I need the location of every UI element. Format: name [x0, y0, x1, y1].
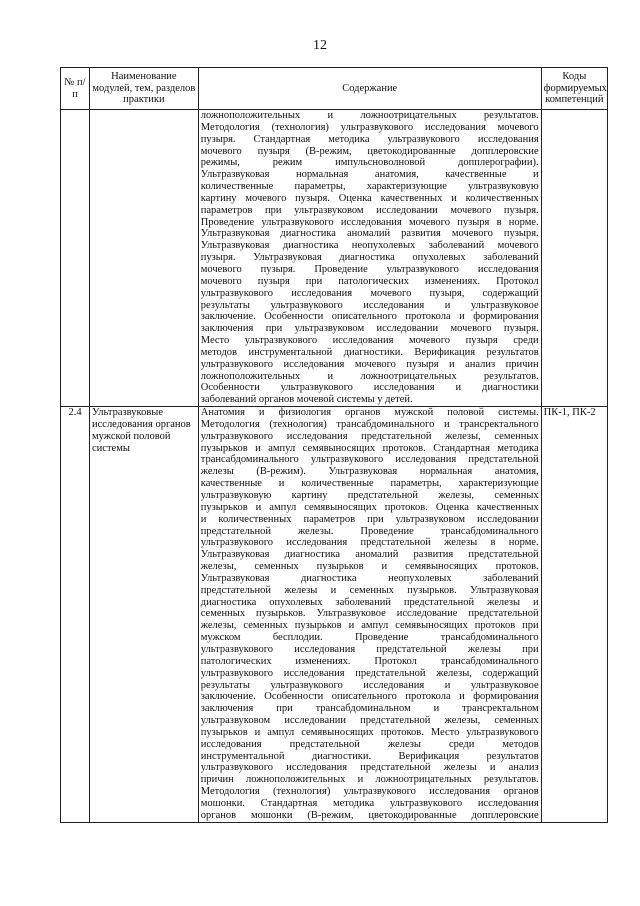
content-line: пузырьков и ампул семявыносящих протоков. Место ультразвукового	[200, 726, 539, 738]
content-line: заключение. Особенности описательного протокола и формирования	[200, 311, 539, 323]
content-line: мужском бесплодии. Проведение трансабдоминального	[200, 632, 539, 644]
content-line: исследования предстательной железы среди методов	[200, 738, 539, 750]
content-line: ультразвуковом исследовании предстательной железы, семенных	[200, 715, 539, 727]
header-num: № п/п	[61, 68, 90, 110]
content-line: пузыря. Стандартная методика ультразвукового исследования	[200, 133, 539, 145]
content-line: Ультразвуковая нормальная анатомия, качественные и	[200, 169, 539, 181]
content-line: ложноположительных и ложноотрицательных результатов.	[200, 110, 539, 121]
content-line: Методология (технология) ультразвукового исследования органов	[200, 786, 539, 798]
row-competency-codes: ПК-1, ПК-2	[541, 407, 607, 823]
table-row	[61, 110, 608, 407]
content-line: причин ложноположительных и ложноотрицательных результатов.	[200, 774, 539, 786]
content-line: Ультразвуковая диагностика неопухолевых заболеваний мочевого	[200, 240, 539, 252]
content-line: семенных пузырьков. Ультразвуковое исследование предстательной	[200, 608, 539, 620]
content-line: ультразвукового исследования предстательной железы в норме.	[200, 537, 539, 549]
table-header-row	[61, 68, 608, 110]
content-line: пузырьков и ампул семявыносящих протоков. Оценка качественных	[200, 501, 539, 513]
row-content	[198, 407, 541, 823]
content-line: ультразвукового исследования предстательной железы и анализ	[200, 762, 539, 774]
row-competency-codes	[541, 110, 607, 407]
content-line: заключения при трансабдоминальном и трансректальном	[200, 703, 539, 715]
content-line: пузырьков и ампул семявыносящих протоков. Стандартная методика	[200, 442, 539, 454]
content-line: патологических изменениях. Протокол трансабдоминального	[200, 655, 539, 667]
content-line: диагностика опухолевых заболеваний предстательной железы и	[200, 596, 539, 608]
content-line: параметров при ультразвуковом исследовании мочевого пузыря.	[200, 204, 539, 216]
content-line: мочевого пузыря при патологических изменениях. Протокол	[200, 275, 539, 287]
content-line: железы, семенных пузырьков и семявыносящих протоков.	[200, 561, 539, 573]
content-line: Методология (технология) ультразвукового исследования мочевого	[200, 121, 539, 133]
content-line: железы (В-режим). Ультразвуковая нормальная анатомия,	[200, 466, 539, 478]
row-module-name	[90, 110, 199, 407]
content-line: ультразвуковую картину предстательной железы, семенных	[200, 490, 539, 501]
content-line: инструментальной диагностики. Верификация результатов	[200, 750, 539, 762]
content-line: Особенности ультразвукового исследования и диагностики	[200, 382, 539, 394]
table-row	[61, 407, 608, 823]
content-line: заключения при ультразвуковом исследовании мочевого пузыря.	[200, 323, 539, 335]
row-number: 2.4	[61, 407, 90, 823]
content-line: заболеваний органов мочевой системы у детей.	[200, 394, 413, 406]
content-line: режимы, режим импульсноволновой допплерографии).	[200, 157, 539, 169]
row-module-name: Ультразвуковые исследования органов мужской половой системы	[90, 407, 199, 823]
content-line: органов мошонки (В-режим, цветокодированные допплеровские	[200, 809, 539, 821]
content-line: качественные и количественные параметры, характеризующие	[200, 478, 539, 490]
content-line: Методология (технология) трансабдоминального и трансректального	[200, 418, 539, 430]
curriculum-table	[60, 67, 608, 823]
row-number	[61, 110, 90, 407]
content-line: и количественных параметров при ультразвуковом исследовании	[200, 513, 539, 525]
content-line: предстательной железы и семенных пузырьков. Ультразвуковая	[200, 584, 539, 596]
content-line: Ультразвуковая диагностика аномалий развития предстательной	[200, 549, 539, 561]
row-content	[198, 110, 541, 407]
content-line: Ультразвуковая диагностика аномалий развития мочевого пузыря.	[200, 228, 539, 240]
content-line: Место ультразвукового исследования мочевого пузыря среди	[200, 335, 539, 347]
header-name: Наименование модулей, тем, разделов практики	[90, 68, 199, 110]
content-line: мошонки. Стандартная методика ультразвукового исследования	[200, 797, 539, 809]
content-line: результаты ультразвукового исследования и ультразвуковое	[200, 679, 539, 691]
content-line: ультразвукового исследования мочевого пузыря и анализ причин	[200, 358, 539, 370]
content-line: железы, семенных пузырьков и ампул семявыносящих протоков при	[200, 620, 539, 632]
content-line: ультразвукового исследования предстательной железы, содержащий	[200, 667, 539, 679]
content-line: количественные параметры, характеризующие ультразвуковую	[200, 181, 539, 193]
content-line: ультразвукового исследования предстательной железы, семенных	[200, 430, 539, 442]
content-line: пузыря. Ультразвуковая диагностика опухолевых заболеваний	[200, 252, 539, 264]
content-line: Ультразвуковая диагностика неопухолевых заболеваний	[200, 572, 539, 584]
content-line: Проведение ультразвукового исследования мочевого пузыря в норме.	[200, 216, 539, 228]
page-number: 12	[313, 38, 327, 53]
content-line: ультразвукового исследования мочевого пузыря, содержащий	[200, 287, 539, 299]
content-line: мочевого пузыря. Проведение ультразвукового исследования	[200, 263, 539, 275]
content-line: ложноположительных и ложноотрицательных результатов.	[200, 370, 539, 382]
content-line: заключение. Особенности описательного протокола и формирования	[200, 691, 539, 703]
content-line: ультразвукового исследования предстательной железы при	[200, 643, 539, 655]
content-line: предстательной железы. Проведение трансабдоминального	[200, 525, 539, 537]
content-line: трансабдоминального ультразвукового исследования предстательной	[200, 454, 539, 466]
content-line: картину мочевого пузыря. Оценка качественных и количественных	[200, 192, 539, 204]
content-line: мочевого пузыря (В-режим, цветокодированные допплеровские	[200, 145, 539, 157]
content-line: методов инструментальной диагностики. Верификация результатов	[200, 346, 539, 358]
content-line: Анатомия и физиология органов мужской половой системы.	[200, 407, 539, 419]
header-codes: Коды формируемых компетенций	[541, 68, 607, 110]
content-line: результаты ультразвукового исследования и ультразвуковое	[200, 299, 539, 311]
header-content: Содержание	[198, 68, 541, 110]
